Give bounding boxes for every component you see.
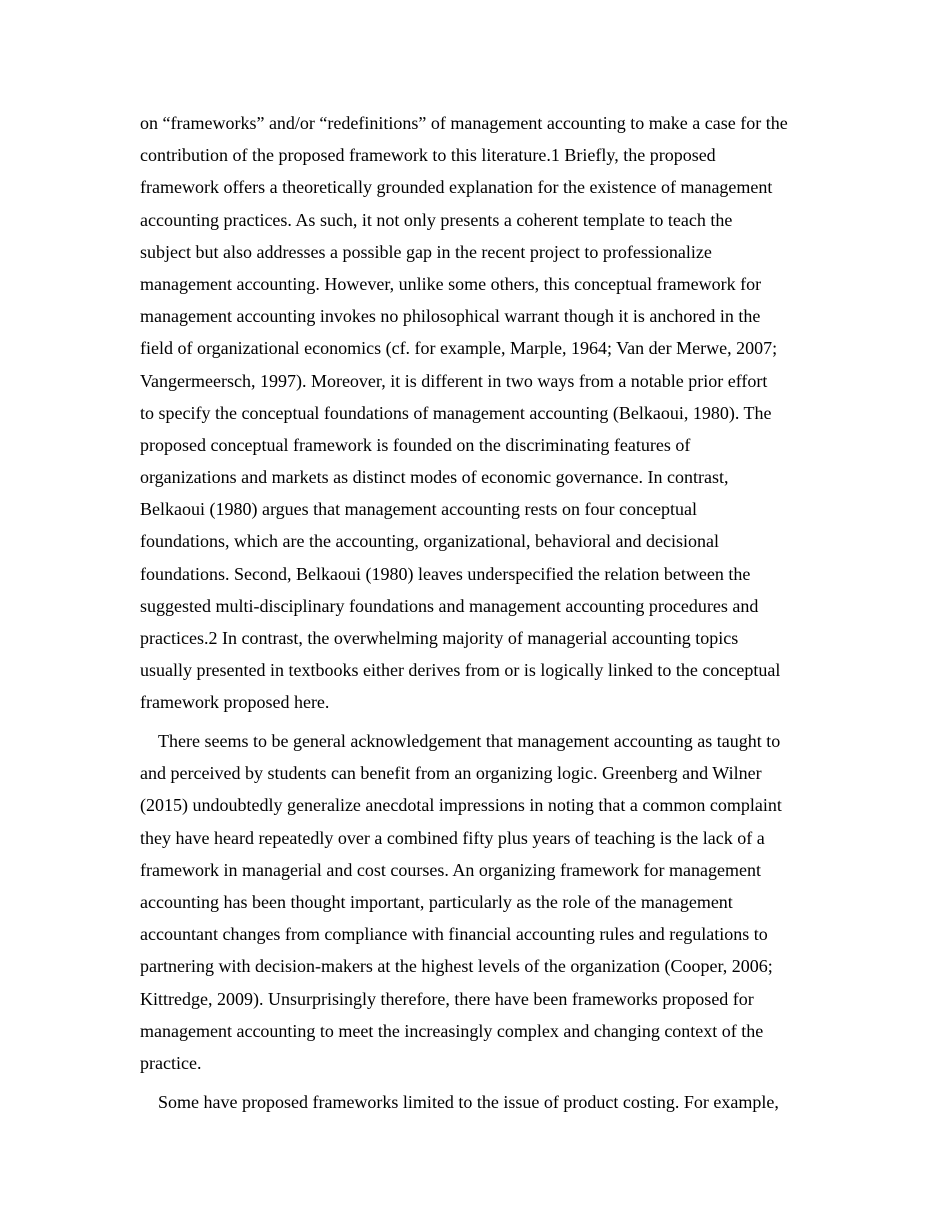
text-line: organizations and markets as distinct modes of economic governance. In contrast, (140, 467, 729, 488)
text-line: framework proposed here. (140, 692, 330, 713)
text-line: foundations. Second, Belkaoui (1980) leaves underspecified the relation between the (140, 563, 751, 584)
text-line: usually presented in textbooks either derives from or is logically linked to the conceptual (140, 660, 781, 681)
text-line: practices.2 In contrast, the overwhelming majority of managerial accounting topics (140, 628, 739, 648)
text-line: (2015) undoubtedly generalize anecdotal impressions in noting that a common complaint (140, 795, 782, 816)
document-page (140, 107, 820, 1124)
text-line: and perceived by students can benefit from an organizing logic. Greenberg and Wilner (140, 763, 762, 784)
paragraph (140, 1086, 820, 1118)
text-line: Kittredge, 2009). Unsurprisingly therefore, there have been frameworks proposed for (140, 988, 754, 1009)
paragraph (140, 725, 820, 1079)
text-line: management accounting to meet the increasingly complex and changing context of the (140, 1020, 764, 1041)
text-line: accounting has been thought important, particularly as the role of the management (140, 892, 733, 912)
text-line: Belkaoui (1980) argues that management accounting rests on four conceptual (140, 499, 697, 520)
text-line: Vangermeersch, 1997). Moreover, it is different in two ways from a notable prior effort (140, 370, 768, 391)
text-line: There seems to be general acknowledgement that management accounting as taught to (158, 731, 781, 752)
text-line: suggested multi-disciplinary foundations and management accounting procedures and (140, 595, 759, 616)
text-line: practice. (140, 1052, 202, 1073)
text-line: accountant changes from compliance with financial accounting rules and regulations to (140, 924, 768, 945)
text-line: accounting practices. As such, it not only presents a coherent template to teach the (140, 209, 733, 230)
text-line: proposed conceptual framework is founded on the discriminating features of (140, 434, 691, 455)
text-line: partnering with decision-makers at the highest levels of the organization (Cooper, 2006; (140, 956, 773, 977)
text-line: framework offers a theoretically grounded explanation for the existence of management (140, 177, 773, 198)
text-line: management accounting. However, unlike some others, this conceptual framework for (140, 273, 762, 294)
text-line: Some have proposed frameworks limited to the issue of product costing. For example, (158, 1091, 779, 1112)
text-line: on “frameworks” and/or “redefinitions” of management accounting to make a case for the (140, 113, 788, 133)
text-line: they have heard repeatedly over a combined fifty plus years of teaching is the lack of a (140, 827, 765, 848)
text-line: management accounting invokes no philosophical warrant though it is anchored in the (140, 306, 761, 327)
text-line: to specify the conceptual foundations of management accounting (Belkaoui, 1980). The (140, 402, 772, 423)
text-line: foundations, which are the accounting, organizational, behavioral and decisional (140, 531, 719, 552)
text-line: framework in managerial and cost courses. An organizing framework for management (140, 859, 761, 880)
text-line: subject but also addresses a possible gap in the recent project to professionalize (140, 241, 712, 262)
paragraph (140, 107, 820, 719)
text-line: field of organizational economics (cf. for example, Marple, 1964; Van der Merwe, 2007; (140, 338, 778, 359)
text-line: contribution of the proposed framework to this literature.1 Briefly, the proposed (140, 145, 716, 166)
